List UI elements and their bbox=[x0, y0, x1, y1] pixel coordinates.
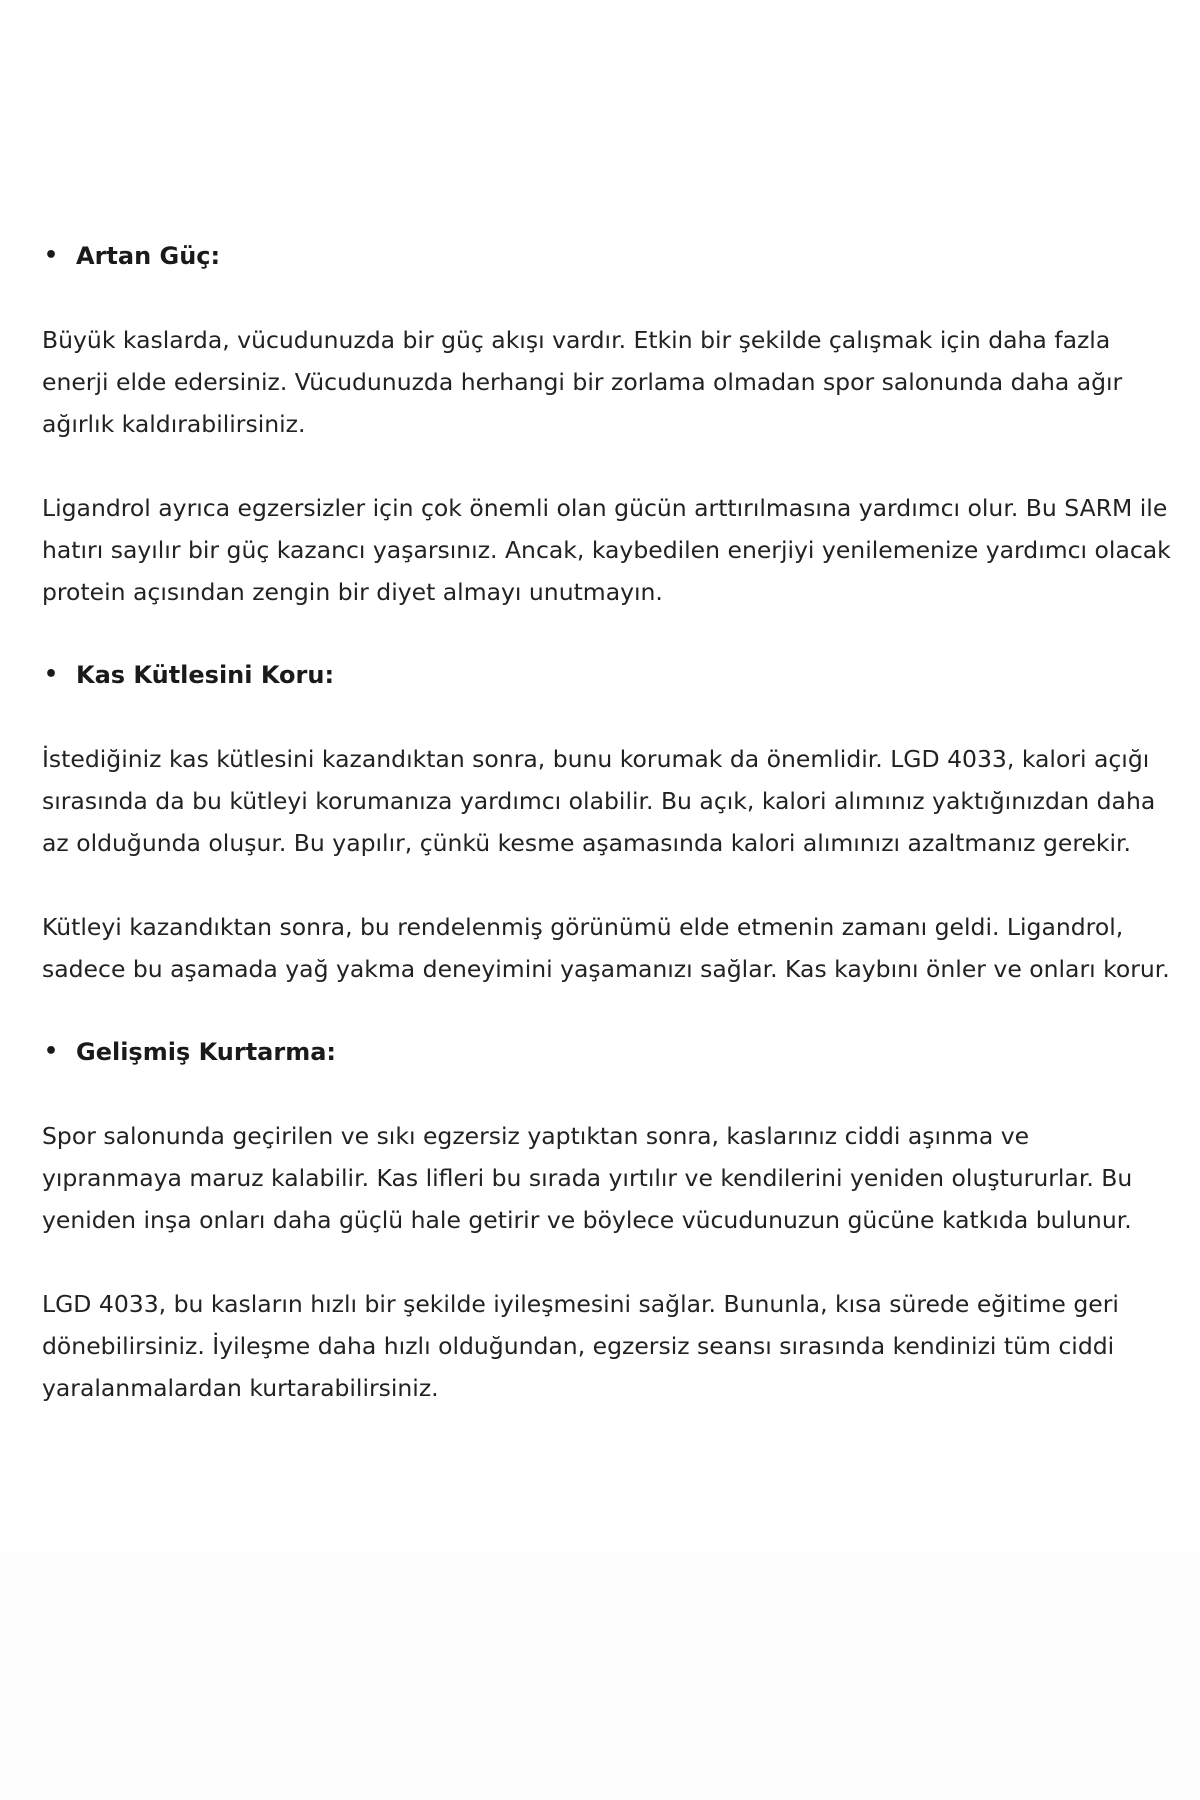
section-heading bbox=[42, 236, 1172, 276]
heading-text: Kas Kütlesini Koru: bbox=[76, 661, 335, 689]
section-artan-guc bbox=[42, 236, 1172, 613]
section-gelismis-kurtarma bbox=[42, 1032, 1172, 1409]
section-kas-kutlesini-koru bbox=[42, 655, 1172, 990]
footer-band bbox=[0, 1552, 1200, 1800]
bullet-icon: • bbox=[44, 243, 59, 268]
heading-text: Gelişmiş Kurtarma: bbox=[76, 1038, 336, 1066]
paragraph: Büyük kaslarda, vücudunuzda bir güç akışı vardır. Etkin bir şekilde çalışmak için daha fazla enerji elde edersiniz. Vücudunuzda herhangi bir zorlama olmadan spor salonunda daha ağır ağırlık kaldırabilirsiniz. bbox=[42, 326, 1123, 438]
bullet-icon: • bbox=[44, 1039, 59, 1064]
paragraph: LGD 4033, bu kasların hızlı bir şekilde iyileşmesini sağlar. Bununla, kısa sürede eğitime geri dönebilirsiniz. İyileşme daha hızlı olduğundan, egzersiz seansı sırasında kendinizi tüm ciddi yaralanmalardan kurtarabilirsiniz. bbox=[42, 1290, 1119, 1402]
paragraph: İstediğiniz kas kütlesini kazandıktan sonra, bunu korumak da önemlidir. LGD 4033, kalori açığı sırasında da bu kütleyi korumanıza yardımcı olabilir. Bu açık, kalori alımınız yaktığınızdan daha az olduğunda oluşur. Bu yapılır, çünkü kesme aşamasında kalori alımınızı azaltmanız gerekir. bbox=[42, 745, 1156, 857]
paragraph: Ligandrol ayrıca egzersizler için çok önemli olan gücün arttırılmasına yardımcı olur. Bu SARM ile hatırı sayılır bir güç kazancı yaşarsınız. Ancak, kaybedilen enerjiyi yenilemenize yardımcı olacak protein açısından zengin bir diyet almayı unutmayın. bbox=[42, 494, 1171, 606]
article-body bbox=[42, 236, 1172, 1409]
section-heading bbox=[42, 1032, 1172, 1072]
section-heading bbox=[42, 655, 1172, 695]
paragraph: Spor salonunda geçirilen ve sıkı egzersiz yaptıktan sonra, kaslarınız ciddi aşınma ve yıpranmaya maruz kalabilir. Kas lifleri bu sırada yırtılır ve kendilerini yeniden oluştururlar. Bu yeniden inşa onları daha güçlü hale getirir ve böylece vücudunuzun gücüne katkıda bulunur. bbox=[42, 1122, 1133, 1234]
heading-text: Artan Güç: bbox=[76, 242, 221, 270]
bullet-icon: • bbox=[44, 662, 59, 687]
paragraph: Kütleyi kazandıktan sonra, bu rendelenmiş görünümü elde etmenin zamanı geldi. Ligandrol, sadece bu aşamada yağ yakma deneyimini yaşamanızı sağlar. Kas kaybını önler ve onları korur. bbox=[42, 913, 1170, 983]
